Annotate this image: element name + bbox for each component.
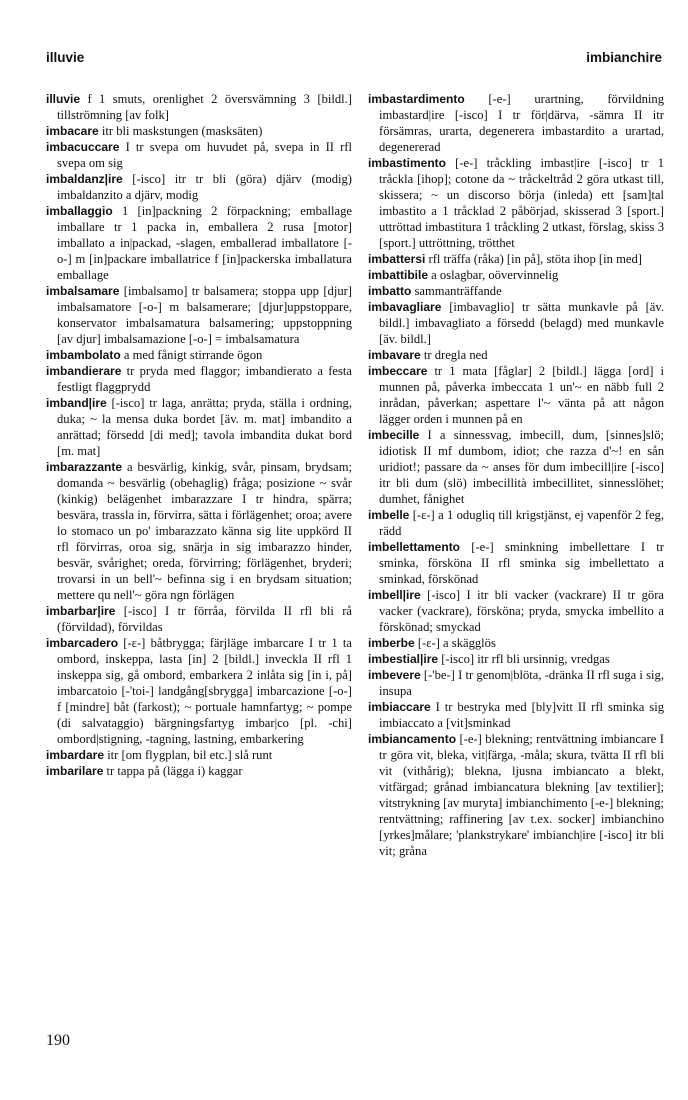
entry-headword: imbevere [368, 668, 421, 682]
dictionary-entry [368, 363, 664, 427]
entry-definition: [-isco] itr tr bli (göra) djärv (modig) imbaldanzito a djärv, modig [57, 172, 352, 202]
entry-definition: [-isco] I itr bli vacker (vackrare) II tr göra vacker (vackrare), försköna; pryda, smycka imbellito a förskönad; smyckad [379, 588, 664, 634]
dictionary-entry [46, 123, 352, 139]
dictionary-entry [46, 139, 352, 171]
entry-headword: imbambolato [46, 348, 121, 362]
entry-definition: itr [om flygplan, bil etc.] slå runt [107, 748, 273, 762]
dictionary-entry [368, 299, 664, 347]
entry-headword: imbavare [368, 348, 421, 362]
right-column [368, 91, 664, 859]
dictionary-entry [368, 667, 664, 699]
dictionary-entry [368, 587, 664, 635]
entry-definition: [-e-] urartning, förvildning imbastard|ire [-isco] I tr för|därva, -sämra II itr försämras, urarta, degenerera imbastardito a urartad, degenererad [379, 92, 664, 154]
entry-definition: [-ɛ-] a 1 odugliq till krigstjänst, ej vapenför 2 feg, rädd [379, 508, 664, 538]
dictionary-entry [368, 91, 664, 155]
entry-headword: imbelle [368, 508, 410, 522]
dictionary-entry [46, 91, 352, 123]
dictionary-entry [46, 635, 352, 747]
entry-definition: [-e-] blekning; rentvättning imbiancare I tr göra vit, bleka, vit|färga, -måla; skura, tvätta II rfl bli vit (vithårig); blekna, ljusna imbiancato a blekt, vitfärgad; grånad imbiancatura blekning [av textilier]; vitstrykning [av muryta] imbianchimento [-e-] blekning; rentvättning; raffinering [av t.ex. socker] imbianchino [yrkes]målare; 'plankstrykare' imbianch|ire [-isco] itr bli vit; gråna [379, 732, 664, 858]
entry-headword: imbastardimento [368, 92, 465, 106]
entry-definition: [-ɛ-] båtbrygga; färjläge imbarcare I tr 1 ta ombord, inskeppa, lasta [in] 2 [bildl.] inveckla II rfl 1 inskeppa sig, gå ombord, embarkera 2 inlåta sig [in i, på] imbarcatoio [-'toi-] landgång[sbrygga] imbarcazione [-o-] f [mindre] båt (farkost); ~ portuale hamnfartyg; ~ pompe (di salvataggio) bärgningsfartyg imbar|co [pl. -chi] ombord|stigning, -tagning, lastning, embarkering [57, 636, 352, 746]
running-header [46, 50, 662, 70]
entry-definition: [-isco] itr rfl bli ursinnig, vredgas [441, 652, 610, 666]
entry-definition: I tr bestryka med [bly]vitt II rfl sminka sig imbiaccato a [vit]sminkad [379, 700, 664, 730]
entry-headword: imbacare [46, 124, 99, 138]
entry-headword: imbellettamento [368, 540, 461, 554]
entry-definition: f 1 smuts, orenlighet 2 översvämning 3 [bildl.] tillströmning [av folk] [57, 92, 352, 122]
dictionary-entry [46, 603, 352, 635]
entry-headword: imband|ire [46, 396, 107, 410]
entry-definition: I tr svepa om huvudet på, svepa in II rfl svepa om sig [57, 140, 353, 170]
entry-headword: imbandierare [46, 364, 122, 378]
dictionary-entry [46, 395, 352, 459]
entry-headword: imbarazzante [46, 460, 123, 474]
header-last-entry: imbianchire [586, 50, 662, 65]
entry-headword: imbattibile [368, 268, 429, 282]
dictionary-entry [368, 267, 664, 283]
entry-definition: [-ɛ-] a skägglös [417, 636, 496, 650]
entry-headword: imberbe [368, 636, 415, 650]
entry-definition: tr pryda med flaggor; imbandierato a festa festligt flaggprydd [57, 364, 352, 394]
dictionary-entry [368, 539, 664, 587]
entry-headword: imbell|ire [368, 588, 421, 602]
entry-headword: imbacuccare [46, 140, 120, 154]
dictionary-entry [368, 347, 664, 363]
entry-definition: itr bli maskstungen (masksäten) [101, 124, 263, 138]
dictionary-entry [368, 507, 664, 539]
entry-headword: imbardare [46, 748, 105, 762]
entry-definition: tr dregla ned [423, 348, 488, 362]
dictionary-entry [368, 283, 664, 299]
entry-definition: [imbalsamo] tr balsamera; stoppa upp [djur] imbalsamatore [-o-] m balsamerare; [djur]uppstoppare, konservator imbalsamatura balsamering; uppstoppning [av djur] imbalsamazione [-o-] = imbalsamatura [57, 284, 353, 346]
entry-definition: [-isco] I tr förråa, förvilda II rfl bli rå (förvildad), förvildas [57, 604, 352, 634]
dictionary-entry [46, 171, 352, 203]
entry-headword: imbiancamento [368, 732, 457, 746]
entry-headword: imbeccare [368, 364, 428, 378]
entry-headword: imbecille [368, 428, 420, 442]
entry-headword: imbarilare [46, 764, 104, 778]
entry-definition: [imbavaglio] tr sätta munkavle på [äv. bildl.] imbavagliato a försedd (belagd) med munkavle [äv. bildl.] [379, 300, 664, 346]
dictionary-entry [46, 363, 352, 395]
entry-headword: imbalsamare [46, 284, 120, 298]
left-column [46, 91, 352, 779]
entry-definition: tr 1 mata [fåglar] 2 [bildl.] lägga [ord] i munnen på, påverka imbeccata 1 un'~ en näbb full 2 inrådan, påverkan; aspettare l'~ vänta på att någon lägger orden i munnen på en [379, 364, 664, 426]
dictionary-entry [368, 427, 664, 507]
entry-headword: imbatto [368, 284, 412, 298]
entry-headword: imbattersi [368, 252, 426, 266]
dictionary-entry [46, 347, 352, 363]
entry-headword: imbestial|ire [368, 652, 439, 666]
dictionary-entry [368, 635, 664, 651]
entry-definition: [-e-] sminkning imbellettare I tr sminka, försköna II rfl sminka sig imbellettato a sminkad, förskönad [379, 540, 664, 586]
dictionary-entry [368, 699, 664, 731]
entry-definition: I a sinnessvag, imbecill, dum, [sinnes]slö; idiotisk II mf dumbom, idiot; che razza d'~! en sån uridiot!; passare da ~ anses för dum imbecill|ire [-isco] itr bli dum (slö) imbecillità imbecillitet, sinnesslöhet; dumhet, fånighet [379, 428, 664, 506]
entry-headword: imbavagliare [368, 300, 442, 314]
entry-headword: illuvie [46, 92, 81, 106]
dictionary-entry [46, 747, 352, 763]
entry-definition: a med fånigt stirrande ögon [123, 348, 263, 362]
entry-definition: [-isco] tr laga, anrätta; pryda, ställa i ordning, duka; ~ la mensa duka bordet [äv. m. mat] imbandito a anrättad; försedd [di med]; tavola imbandita dukat bord [m. mat] [57, 396, 352, 458]
dictionary-entry [46, 203, 352, 283]
dictionary-entry [46, 283, 352, 347]
entry-headword: imbastimento [368, 156, 447, 170]
header-first-entry: illuvie [46, 50, 85, 65]
entry-definition: sammanträffande [414, 284, 502, 298]
entry-definition: 1 [in]packning 2 förpackning; emballage imballare tr 1 packa in, emballera 2 rusa [motor] imballato a in|packad, -slagen, emballerad imballatore [-o-] m [in]packare imballatrice f [in]packerska imballatura emballage [57, 204, 352, 282]
entry-definition: rfl träffa (råka) [in på], stöta ihop [in med] [428, 252, 642, 266]
entry-definition: a oslagbar, oövervinnelig [431, 268, 559, 282]
dictionary-entry [368, 731, 664, 859]
entry-headword: imbarbar|ire [46, 604, 116, 618]
dictionary-entry [368, 155, 664, 251]
page-number: 190 [46, 1032, 70, 1049]
dictionary-entry [368, 651, 664, 667]
entry-definition: [-'be-] I tr genom|blöta, -dränka II rfl suga i sig, insupa [379, 668, 664, 698]
entry-definition: [-e-] tråckling imbast|ire [-isco] tr 1 tråckla [ihop]; cotone da ~ tråckeltråd 2 göra utkast till, skissera; ~ un discorso börja (inleda) ett [sam]tal imbastito a 1 tråcklad 2 påbörjad, skisserad 3 [sport.] uttröttad imbastitura 1 tråckling 2 utkast, förslag, skiss 3 [sport.] uttröttning, trötthet [379, 156, 664, 250]
entry-headword: imballaggio [46, 204, 113, 218]
entry-definition: tr tappa på (lägga i) kaggar [106, 764, 243, 778]
dictionary-entry [46, 459, 352, 603]
dictionary-entry [46, 763, 352, 779]
entry-headword: imbiaccare [368, 700, 431, 714]
entry-definition: a besvärlig, kinkig, svår, pinsam, brydsam; domanda ~ besvärlig (obehaglig) fråga; posizione ~ svår (kinkig) belägenhet imbarazzare I tr hindra, spärra; besvära, trassla in, förvirra, sätta i förlägenhet; oroa; avere lo stomaco un po' imbarazzato känna sig lite uppkörd II rfl förvirras, oroa sig, snärja in sig imbarazzo hinder, besvär, svårighet; oreda, förvirring; förlägenhet, bryderi; trovarsi in un bell'~ befinna sig i en brydsam situation; mettere qu nell'~ göra ngn förlägen [57, 460, 352, 602]
entry-headword: imbaldanz|ire [46, 172, 123, 186]
dictionary-entry [368, 251, 664, 267]
entry-headword: imbarcadero [46, 636, 119, 650]
